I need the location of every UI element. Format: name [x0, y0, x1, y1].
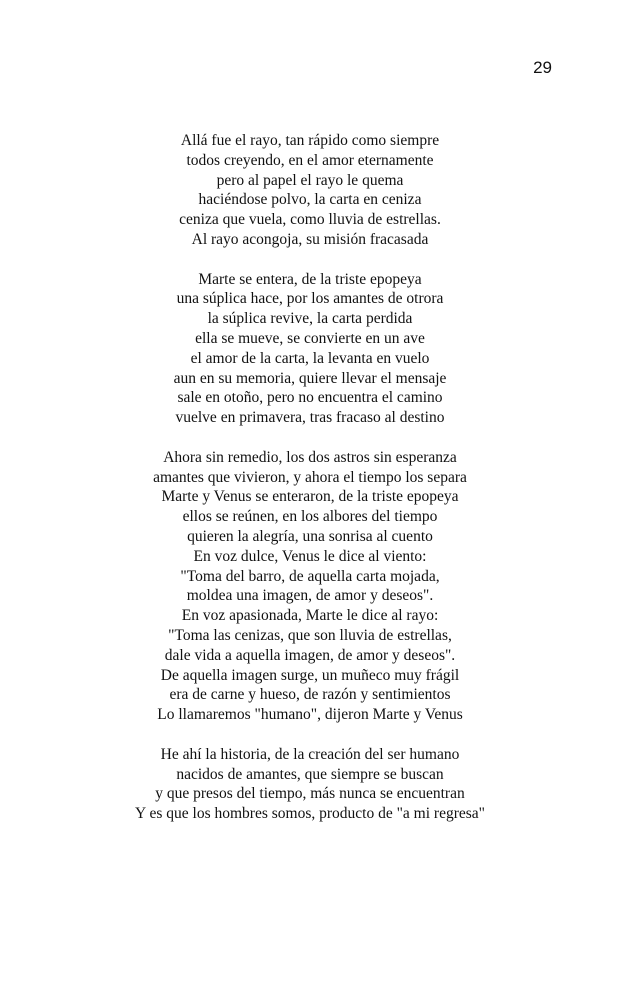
poem-line: la súplica revive, la carta perdida [207, 310, 413, 328]
poem-line: y que presos del tiempo, más nunca se encuentran [155, 785, 465, 803]
poem-line: quieren la alegría, una sonrisa al cuento [187, 527, 433, 545]
poem-line: amantes que vivieron, y ahora el tiempo los separa [153, 468, 467, 486]
poem-line: Lo llamaremos "humano", dijeron Marte y Venus [157, 706, 463, 724]
stanza-4 [0, 745, 629, 824]
poem-line: todos creyendo, en el amor eternamente [186, 151, 434, 169]
stanza-3 [0, 448, 629, 725]
stanza-1 [0, 131, 629, 250]
poem-line: aun en su memoria, quiere llevar el mensaje [173, 369, 447, 387]
stanza-2 [0, 270, 629, 428]
poem-line: moldea una imagen, de amor y deseos". [186, 587, 434, 605]
poem-line: nacidos de amantes, que siempre se buscan [176, 765, 444, 783]
poem-line: pero al papel el rayo le quema [216, 171, 404, 189]
poem-line: ceniza que vuela, como lluvia de estrellas. [179, 211, 441, 229]
poem-line: Marte y Venus se enteraron, de la triste epopeya [161, 488, 459, 506]
poem-line: Al rayo acongoja, su misión fracasada [191, 230, 429, 248]
poem-line: ella se mueve, se convierte en un ave [195, 329, 425, 347]
poem-line: En voz dulce, Venus le dice al viento: [193, 547, 427, 565]
poem-line: Ahora sin remedio, los dos astros sin esperanza [163, 448, 457, 466]
poem-line: He ahí la historia, de la creación del ser humano [160, 745, 460, 763]
poem-line: era de carne y hueso, de razón y sentimientos [169, 686, 451, 704]
poem-line: Allá fue el rayo, tan rápido como siempre [180, 132, 440, 149]
poem-line: sale en otoño, pero no encuentra el camino [177, 389, 443, 407]
poem-line: vuelve en primavera, tras fracaso al destino [175, 409, 445, 427]
poem-line: Marte se entera, de la triste epopeya [198, 270, 422, 288]
poem-line: "Toma del barro, de aquella carta mojada, [180, 567, 440, 585]
poem-line: ellos se reúnen, en los albores del tiempo [182, 508, 438, 526]
page-number: 29 [533, 58, 552, 77]
poem-line: una súplica hace, por los amantes de otrora [176, 290, 444, 308]
poem-line: "Toma las cenizas, que son lluvia de estrellas, [168, 626, 452, 644]
poem-line: haciéndose polvo, la carta en ceniza [198, 191, 422, 209]
poem-line: el amor de la carta, la levanta en vuelo [190, 349, 430, 367]
poem-line: De aquella imagen surge, un muñeco muy frágil [160, 666, 460, 684]
poem-line: dale vida a aquella imagen, de amor y deseos". [164, 646, 456, 664]
poem-body [0, 131, 629, 824]
poem-line: Y es que los hombres somos, producto de "a mi regresa" [135, 805, 485, 823]
poem-line: En voz apasionada, Marte le dice al rayo: [181, 607, 439, 625]
